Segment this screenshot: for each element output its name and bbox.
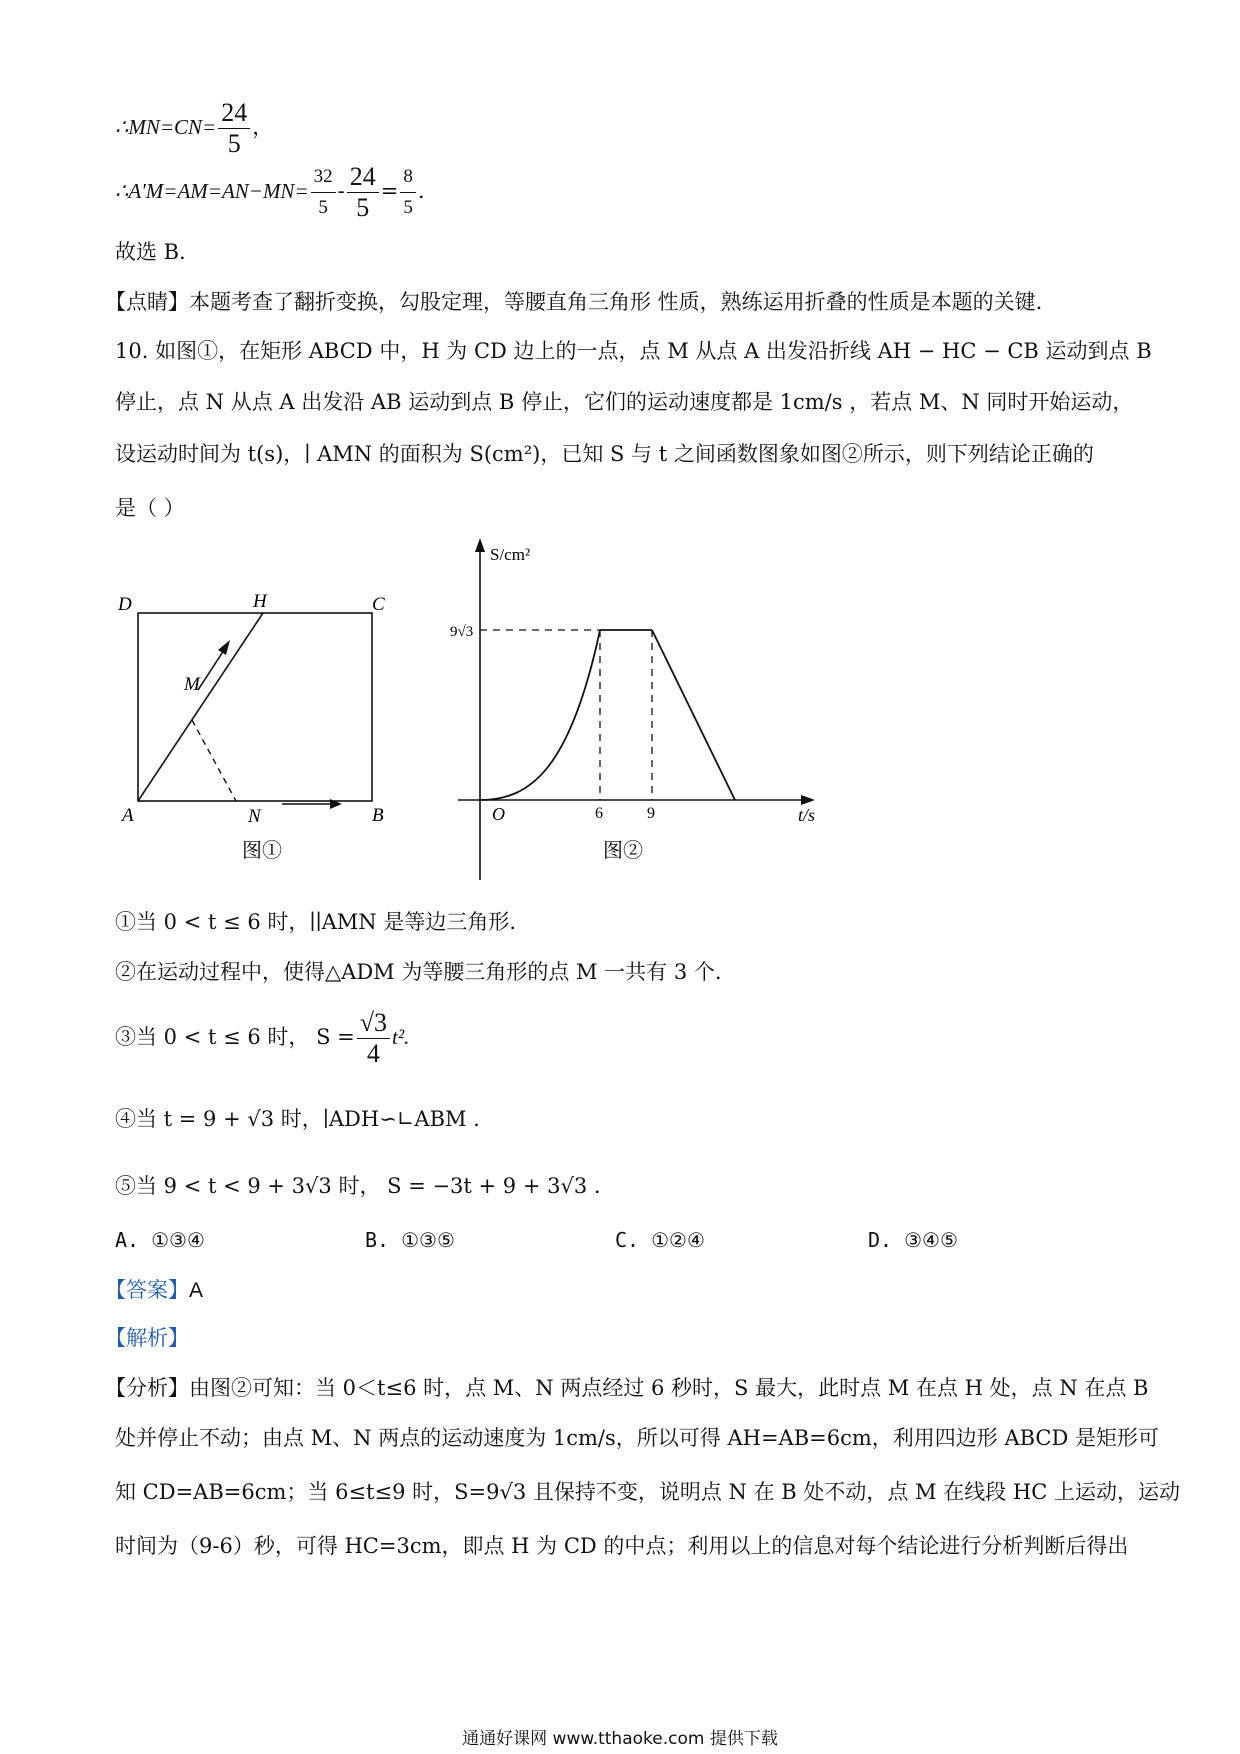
origin-label: O: [492, 804, 505, 824]
question-10-line-2: 停止，点 N 从点 A 出发沿 AB 运动到点 B 停止，它们的运动速度都是 1cm/s ，若点 M、N 同时开始运动，: [115, 390, 1134, 414]
figure-2-graph: [450, 530, 830, 880]
equation-mn: ∴MN=CN= $\frac{24}{5}$ ，: [115, 98, 274, 158]
question-10-line-4: 是（ ）: [115, 496, 185, 520]
choice-a: A. ①③④: [115, 1228, 205, 1252]
analysis-paragraph-3: 知 CD=AB=6cm；当 6≤t≤9 时，S=9√3 且保持不变，说明点 N 在 B 处不动，点 M 在线段 HC 上运动，运动: [115, 1480, 1180, 1504]
label-C: C: [372, 594, 385, 615]
y-axis-label: S/cm²: [490, 545, 531, 564]
figure-1-rectangle: [110, 580, 410, 870]
review-line: 【点睛】本题考查了翻折变换，勾股定理，等腰直角三角形 性质，熟练运用折叠的性质是本题的关键.: [105, 290, 1043, 314]
x-tick-6: 6: [595, 805, 603, 822]
choice-d: D. ③④⑤: [868, 1228, 958, 1252]
answer-value: A: [189, 1279, 204, 1302]
choice-b: B. ①③⑤: [365, 1228, 455, 1252]
label-N: N: [248, 806, 261, 827]
question-10-line-1: 10. 如图①，在矩形 ABCD 中，H 为 CD 边上的一点，点 M 从点 A 出发沿折线 AH − HC − CB 运动到点 B: [115, 339, 1152, 363]
analysis-paragraph-2: 处并停止不动；由点 M、N 两点的运动速度为 1cm/s，所以可得 AH=AB=6cm，利用四边形 ABCD 是矩形可: [115, 1426, 1160, 1450]
statement-5: ⑤当 9 < t < 9 + 3√3 时， S = −3t + 9 + 3√3 .: [115, 1174, 601, 1198]
choice-c: C. ①②④: [615, 1228, 705, 1252]
eq2-prefix: ∴A′M=AM=AN−MN=: [115, 179, 309, 203]
figure-2-caption: 图②: [603, 840, 643, 862]
statement-1: ①当 0 < t ≤ 6 时，∣∣AMN 是等边三角形.: [115, 910, 517, 934]
question-10-line-3: 设运动时间为 t(s)，∣ AMN 的面积为 S(cm²)，已知 S 与 t 之间函数图象如图②所示，则下列结论正确的: [115, 442, 1094, 466]
label-M: M: [184, 674, 200, 695]
label-A: A: [122, 805, 134, 826]
figure-1-caption: 图①: [242, 840, 282, 862]
fraction-8-5: $\frac{8}{5}$: [400, 162, 416, 223]
equation-am: ∴A′M=AM=AN−MN= $\frac{32}{5}$ - $\frac{24}{5}$ = $\frac{8}{5}$ .: [115, 162, 425, 222]
label-H: H: [253, 591, 267, 612]
answer-tag: 【答案】: [105, 1278, 189, 1302]
fraction-24-5: $\frac{24}{5}$: [218, 98, 250, 159]
statement-4: ④当 t = 9 + √3 时，∣ADH∽∟ABM .: [115, 1107, 480, 1131]
label-D: D: [118, 594, 132, 615]
analysis-paragraph-4: 时间为（9-6）秒，可得 HC=3cm，即点 H 为 CD 的中点；利用以上的信息对每个结论进行分析判断后得出: [115, 1534, 1129, 1558]
fraction-sqrt3-4: $\frac{√3}{4}$: [357, 1008, 390, 1069]
answer-line: [105, 1276, 203, 1305]
footer-credit: 通通好课网 www.tthaoke.com 提供下载: [462, 1729, 778, 1749]
eq1-prefix: ∴MN=CN=: [115, 115, 217, 139]
choose-line: 故选 B．: [115, 240, 201, 264]
statement-2: ②在运动过程中，使得△ADM 为等腰三角形的点 M 一共有 3 个.: [115, 960, 722, 984]
fraction-24-5-b: $\frac{24}{5}$: [347, 162, 379, 223]
x-axis-label: t/s: [798, 805, 816, 825]
label-B: B: [372, 805, 384, 826]
y-tick-9sqrt3: 9√3: [450, 624, 474, 640]
analysis-paragraph-1: 【分析】由图②可知：当 0＜t≤6 时，点 M、N 两点经过 6 秒时，S 最大，此时点 M 在点 H 处，点 N 在点 B: [105, 1376, 1149, 1400]
analysis-tag: 【解析】: [105, 1326, 189, 1350]
fraction-32-5: $\frac{32}{5}$: [311, 162, 336, 223]
statement-3: ③当 0 < t ≤ 6 时， S = $\frac{√3}{4}$ t².: [115, 1008, 410, 1068]
x-tick-9: 9: [647, 805, 655, 822]
